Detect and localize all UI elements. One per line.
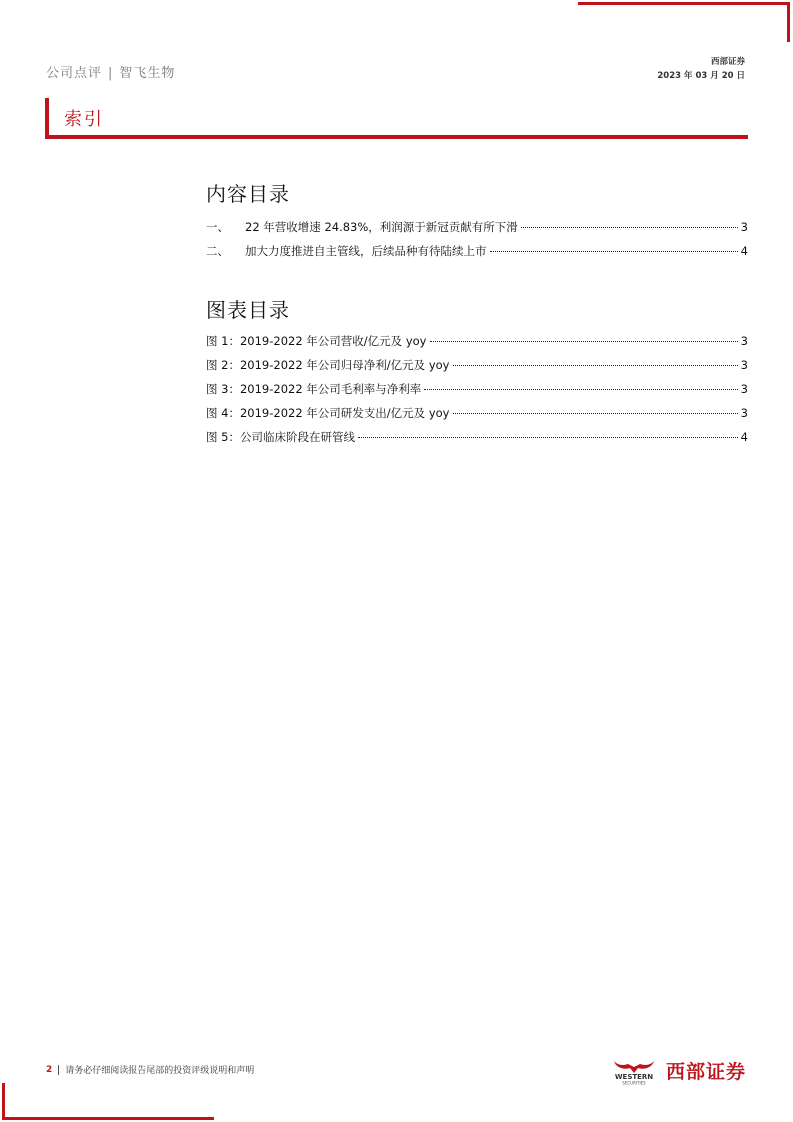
contents-item[interactable]	[206, 243, 748, 267]
figure-item-text: 图 1：2019-2022 年公司营收/亿元及 yoy	[206, 334, 427, 348]
section-title-bar	[45, 98, 49, 136]
contents-item-page: 4	[740, 244, 748, 258]
figure-item-page: 3	[740, 382, 748, 396]
corner-decoration-bottom-vertical	[2, 1083, 5, 1120]
leader-dots	[453, 413, 738, 414]
leader-dots	[453, 365, 738, 366]
contents-item-text: 加大力度推进自主管线，后续品种有待陆续上市	[245, 244, 487, 258]
figure-item-page: 3	[740, 358, 748, 372]
leader-dots	[358, 437, 738, 438]
logo-en-line2: SECURITIES	[622, 1080, 646, 1085]
logo-cn-name: 西部证券	[666, 1060, 747, 1083]
corner-decoration-top-horizontal	[578, 2, 790, 5]
leader-dots	[521, 227, 738, 228]
report-category: 公司点评	[46, 66, 103, 81]
leader-dots	[490, 251, 738, 252]
figure-item-page: 3	[740, 334, 748, 348]
figure-item[interactable]	[206, 357, 748, 381]
footer-divider	[58, 1065, 59, 1075]
section-title: 索引	[64, 109, 104, 130]
header-separator: |	[108, 66, 114, 81]
contents-item[interactable]	[206, 219, 748, 243]
page-number: 2	[46, 1064, 53, 1075]
leader-dots	[430, 341, 738, 342]
figure-item-text: 图 3：2019-2022 年公司毛利率与净利率	[206, 382, 422, 396]
contents-item-text: 22 年营收增速 24.83%，利润源于新冠贡献有所下滑	[245, 220, 518, 234]
header-right-block	[657, 55, 745, 83]
broker-logo	[606, 1055, 746, 1085]
contents-item-number: 一、	[206, 220, 229, 234]
figure-item-text: 图 5：公司临床阶段在研管线	[206, 430, 355, 444]
section-title-underline	[45, 135, 748, 139]
leader-dots	[424, 389, 737, 390]
figure-item-text: 图 2：2019-2022 年公司归母净利/亿元及 yoy	[206, 358, 450, 372]
figure-item-page: 3	[740, 406, 748, 420]
figures-heading: 图表目录	[206, 298, 290, 322]
figures-list	[206, 333, 748, 453]
company-name: 智飞生物	[119, 66, 176, 81]
report-category-header	[46, 62, 175, 81]
contents-item-number: 二、	[206, 244, 229, 258]
corner-decoration-top-vertical	[787, 2, 790, 42]
contents-item-page: 3	[740, 220, 748, 234]
bull-horns-logo-icon	[606, 1055, 662, 1085]
broker-name: 西部证券	[710, 57, 745, 67]
contents-heading: 内容目录	[206, 182, 290, 206]
figure-item-text: 图 4：2019-2022 年公司研发支出/亿元及 yoy	[206, 406, 450, 420]
contents-list	[206, 219, 748, 267]
report-date: 2023 年 03 月 20 日	[657, 71, 745, 81]
corner-decoration-bottom-horizontal	[2, 1117, 214, 1120]
figure-item[interactable]	[206, 333, 748, 357]
logo-en-line1: WESTERN	[614, 1073, 654, 1081]
figure-item[interactable]	[206, 429, 748, 453]
page-footer	[46, 1063, 254, 1076]
footer-disclaimer: 请务必仔细阅读报告尾部的投资评级说明和声明	[65, 1066, 255, 1076]
figure-item[interactable]	[206, 381, 748, 405]
figure-item-page: 4	[740, 430, 748, 444]
figure-item[interactable]	[206, 405, 748, 429]
